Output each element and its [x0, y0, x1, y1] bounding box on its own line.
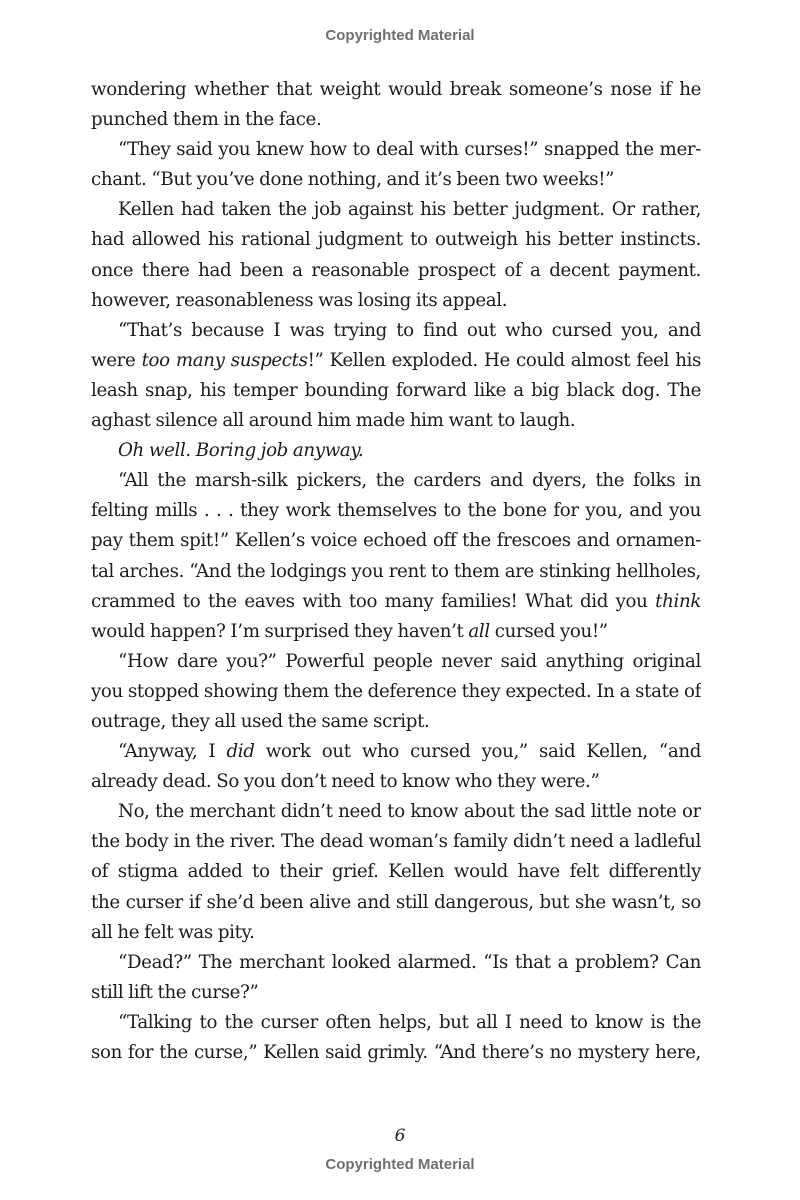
- text-run: leash snap, his temper bounding forward like a big black dog. The: [91, 379, 701, 401]
- text-run: the body in the river. The dead woman’s family didn’t need a ladleful: [91, 831, 701, 853]
- text-line: [91, 225, 701, 255]
- text-line: [91, 135, 701, 165]
- text-run: work out who cursed you,” said Kellen, “and: [265, 741, 701, 763]
- text-line: [91, 557, 701, 587]
- text-line: [91, 406, 701, 436]
- italic-text: too many suspects: [141, 349, 308, 371]
- text-run: already dead. So you don’t need to know who they were.”: [91, 771, 600, 793]
- text-run: “How dare you?” Powerful people never said anything original: [118, 650, 701, 672]
- text-run: wondering whether that weight would break someone’s nose if he: [91, 79, 701, 100]
- text-line: [91, 316, 701, 346]
- text-line: [91, 677, 701, 707]
- text-run: !” Kellen exploded. He could almost feel his: [307, 349, 701, 371]
- text-line: [91, 75, 701, 105]
- text-line: [91, 346, 701, 376]
- text-run: felting mills . . . they work themselves to the bone for you, and you: [91, 500, 701, 522]
- text-run: punched them in the face.: [91, 109, 322, 131]
- text-line: [91, 496, 701, 526]
- text-line: [91, 948, 701, 978]
- text-line: [91, 1038, 701, 1068]
- italic-text: all: [468, 620, 490, 642]
- text-line: [91, 256, 701, 286]
- text-run: crammed to the eaves with too many families! What did you: [91, 590, 656, 612]
- text-run: the curser if she’d been alive and still dangerous, but she wasn’t, so: [91, 891, 701, 913]
- text-line: [91, 165, 701, 195]
- body-text: [91, 75, 701, 1068]
- text-line: [91, 707, 701, 737]
- text-line: [91, 105, 701, 135]
- text-run: No, the merchant didn’t need to know about the sad little note or: [118, 801, 701, 823]
- italic-text: Oh well. Boring job anyway.: [118, 440, 364, 462]
- page-number: 6: [394, 1126, 406, 1146]
- text-run: pay them spit!” Kellen’s voice echoed off the frescoes and ornamen-: [91, 530, 701, 552]
- text-line: [91, 647, 701, 677]
- text-line: [91, 978, 701, 1008]
- text-run: were: [91, 349, 142, 371]
- text-run: would happen? I’m surprised they haven’t: [91, 620, 469, 642]
- text-run: tal arches. “And the lodgings you rent to them are stinking hellholes,: [91, 560, 701, 582]
- text-line: [91, 737, 701, 767]
- text-run: “All the marsh-silk pickers, the carders and dyers, the folks in: [118, 470, 701, 492]
- text-line: [91, 587, 701, 617]
- text-run: chant. “But you’ve done nothing, and it’s been two weeks!”: [91, 169, 615, 191]
- text-run: cursed you!”: [489, 620, 608, 642]
- text-line: [91, 526, 701, 556]
- text-run: all he felt was pity.: [91, 921, 255, 943]
- text-run: “They said you knew how to deal with curses!” snapped the mer-: [118, 139, 701, 161]
- copyright-footer: Copyrighted Material: [325, 1156, 475, 1173]
- text-run: “That’s because I was trying to find out who cursed you, and: [118, 319, 701, 341]
- text-run: you stopped showing them the deference they expected. In a state of: [91, 680, 701, 702]
- text-line: [91, 286, 701, 316]
- text-line: [91, 797, 701, 827]
- text-line: [91, 466, 701, 496]
- text-line: [91, 436, 701, 466]
- text-run: once there had been a reasonable prospect of a decent payment.: [91, 259, 701, 281]
- copyright-header: Copyrighted Material: [325, 27, 475, 44]
- text-line: [91, 888, 701, 918]
- text-line: [91, 918, 701, 948]
- text-run: “Talking to the curser often helps, but all I need to know is the: [118, 1011, 701, 1033]
- text-run: “Anyway, I: [118, 741, 227, 763]
- text-line: [91, 857, 701, 887]
- text-line: [91, 767, 701, 797]
- text-run: “Dead?” The merchant looked alarmed. “Is that a problem? Can: [118, 951, 701, 973]
- text-run: son for the curse,” Kellen said grimly. “And there’s no mystery here,: [91, 1042, 701, 1063]
- italic-text: think: [655, 590, 701, 612]
- text-run: of stigma added to their grief. Kellen would have felt differently: [91, 861, 701, 883]
- text-run: however, reasonableness was losing its appeal.: [91, 289, 508, 311]
- text-run: had allowed his rational judgment to outweigh his better instincts.: [91, 229, 701, 251]
- text-run: still lift the curse?”: [91, 981, 259, 1003]
- text-line: [91, 1008, 701, 1038]
- text-line: [91, 376, 701, 406]
- text-line: [91, 827, 701, 857]
- italic-text: did: [226, 741, 255, 763]
- text-line: [91, 195, 701, 225]
- text-run: outrage, they all used the same script.: [91, 710, 430, 732]
- text-run: Kellen had taken the job against his better judgment. Or rather,: [118, 199, 701, 221]
- text-line: [91, 617, 701, 647]
- text-run: aghast silence all around him made him want to laugh.: [91, 410, 576, 432]
